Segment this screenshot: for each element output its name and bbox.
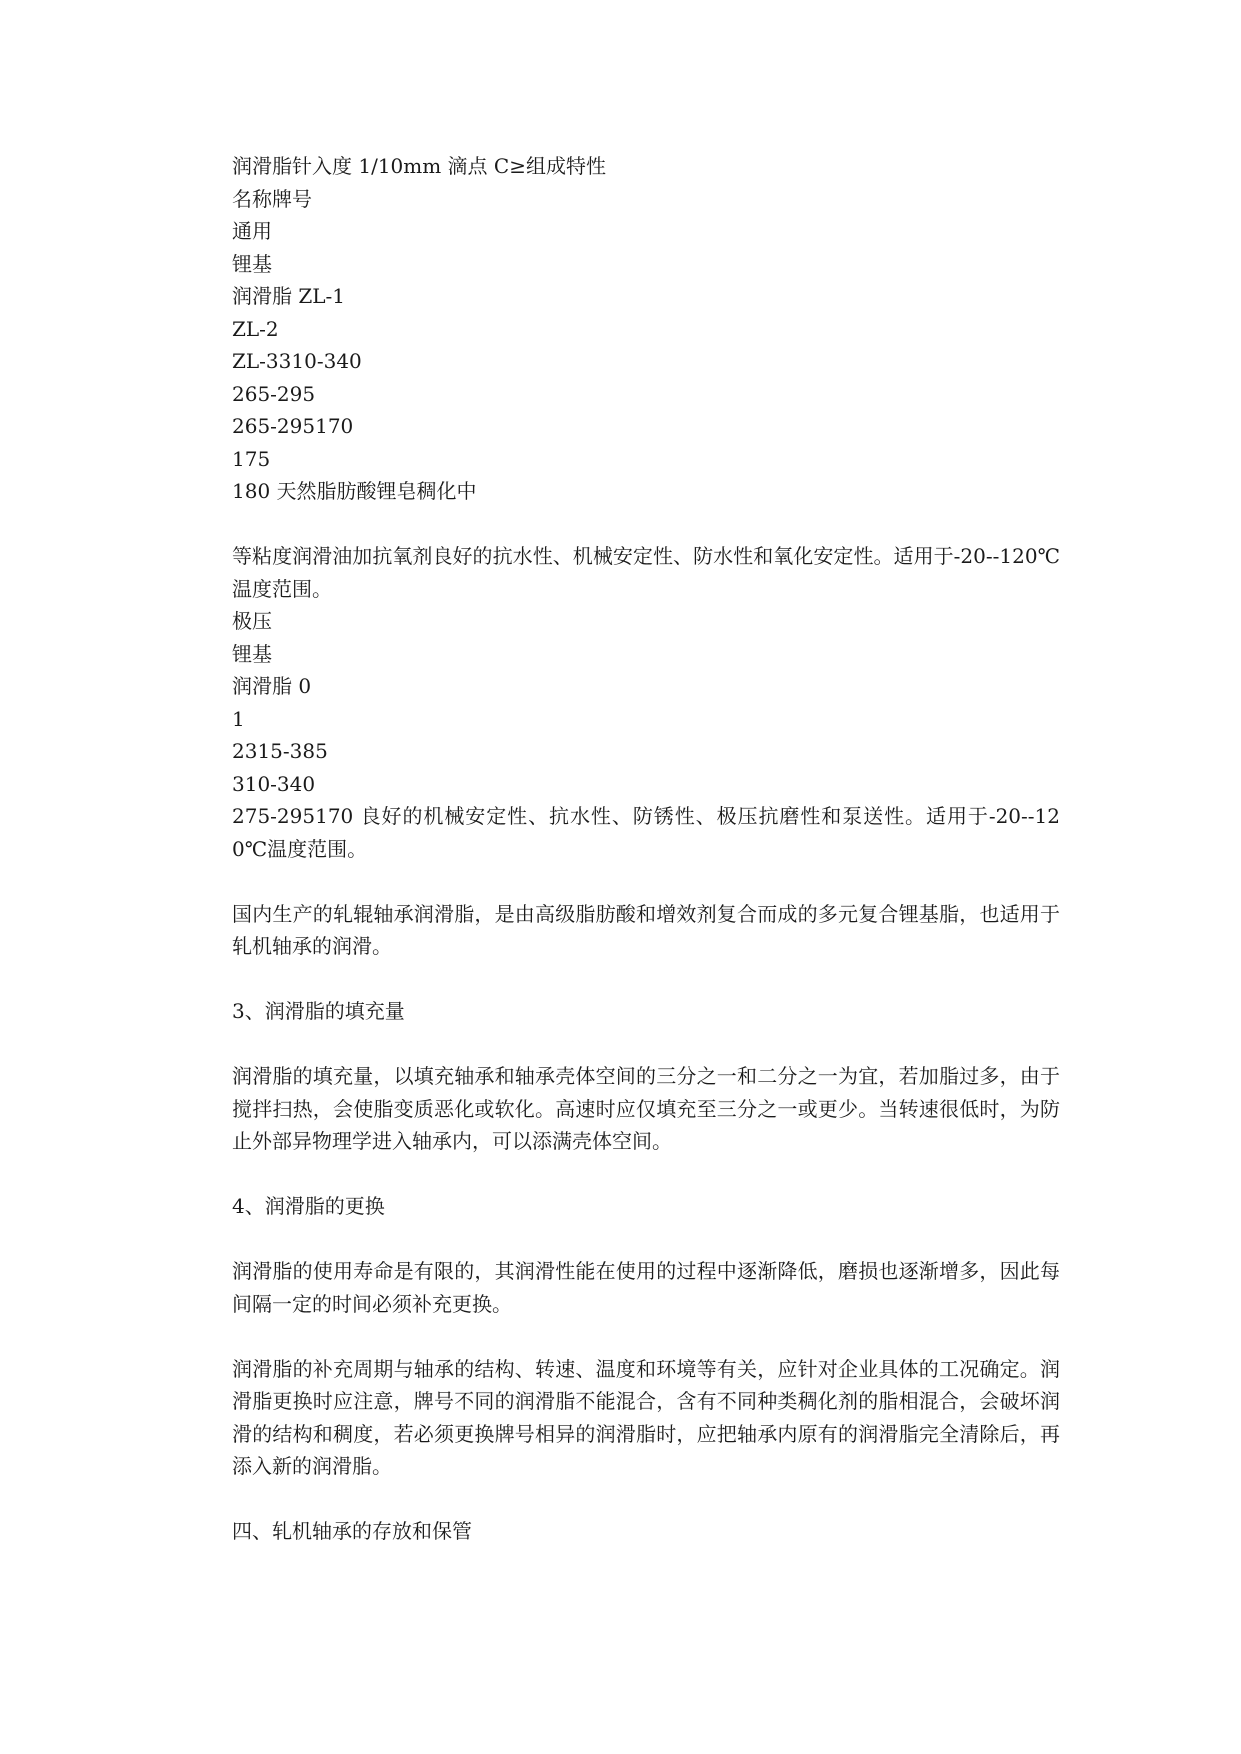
table-header-line: 润滑脂针入度 1/10mm 滴点 C≥组成特性 xyxy=(232,154,606,178)
paragraph-gap xyxy=(232,1158,1060,1191)
paragraph-gap xyxy=(232,508,1060,541)
body-paragraph: 润滑脂的填充量，以填充轴承和轴承壳体空间的三分之一和二分之一为宜，若加脂过多，由于搅拌扫热，会使脂变质恶化或软化。高速时应仅填充至三分之一或更少。当转速很低时，为防止外部异物理学进入轴承内，可以添满壳体空间。 xyxy=(232,1064,1060,1153)
table-cell: 265-295 xyxy=(232,381,316,406)
table-cell: ZL-2 xyxy=(232,316,279,341)
paragraph-gap xyxy=(232,1320,1060,1353)
paragraph-gap xyxy=(232,1028,1060,1061)
paragraph-gap xyxy=(232,865,1060,898)
table-cell: 310-340 xyxy=(232,771,316,796)
table-cell: 175 xyxy=(232,446,271,471)
table-cell: 180 天然脂肪酸锂皂稠化中 xyxy=(232,479,477,503)
table-cell: 265-295170 xyxy=(232,414,354,438)
paragraph-gap xyxy=(232,1483,1060,1516)
paragraph-gap xyxy=(232,963,1060,996)
section-heading: 3、润滑脂的填充量 xyxy=(232,999,405,1023)
table-cell: 润滑脂 0 xyxy=(232,674,312,698)
table-cell: 名称牌号 xyxy=(232,186,312,211)
table-description: 275-295170 良好的机械安定性、抗水性、防锈性、极压抗磨性和泵送性。适用于-20--120℃温度范围。 xyxy=(232,804,1060,861)
table-cell: 2315-385 xyxy=(232,739,328,763)
table-cell: 锂基 xyxy=(232,641,272,666)
table-cell: 极压 xyxy=(232,609,272,633)
body-paragraph: 国内生产的轧辊轴承润滑脂，是由高级脂肪酸和增效剂复合而成的多元复合锂基脂，也适用于轧机轴承的润滑。 xyxy=(232,901,1060,958)
section-heading: 4、润滑脂的更换 xyxy=(232,1194,385,1218)
table-description: 等粘度润滑油加抗氧剂良好的抗水性、机械安定性、防水性和氧化安定性。适用于-20--120℃温度范围。 xyxy=(232,544,1060,601)
body-paragraph: 润滑脂的使用寿命是有限的，其润滑性能在使用的过程中逐渐降低，磨损也逐渐增多，因此每间隔一定的时间必须补充更换。 xyxy=(232,1259,1060,1316)
table-cell: ZL-3310-340 xyxy=(232,349,362,373)
table-cell: 通用 xyxy=(232,219,272,243)
table-cell: 锂基 xyxy=(232,251,272,276)
table-cell: 1 xyxy=(232,706,245,731)
paragraph-gap xyxy=(232,1223,1060,1256)
body-paragraph: 润滑脂的补充周期与轴承的结构、转速、温度和环境等有关，应针对企业具体的工况确定。润滑脂更换时应注意，牌号不同的润滑脂不能混合，含有不同种类稠化剂的脂相混合，会破坏润滑的结构和稠度，若必须更换牌号相异的润滑脂时，应把轴承内原有的润滑脂完全清除后，再添入新的润滑脂。 xyxy=(232,1356,1060,1478)
document-page xyxy=(232,150,1060,1548)
chapter-heading: 四、轧机轴承的存放和保管 xyxy=(232,1519,472,1543)
table-cell: 润滑脂 ZL-1 xyxy=(232,284,346,308)
